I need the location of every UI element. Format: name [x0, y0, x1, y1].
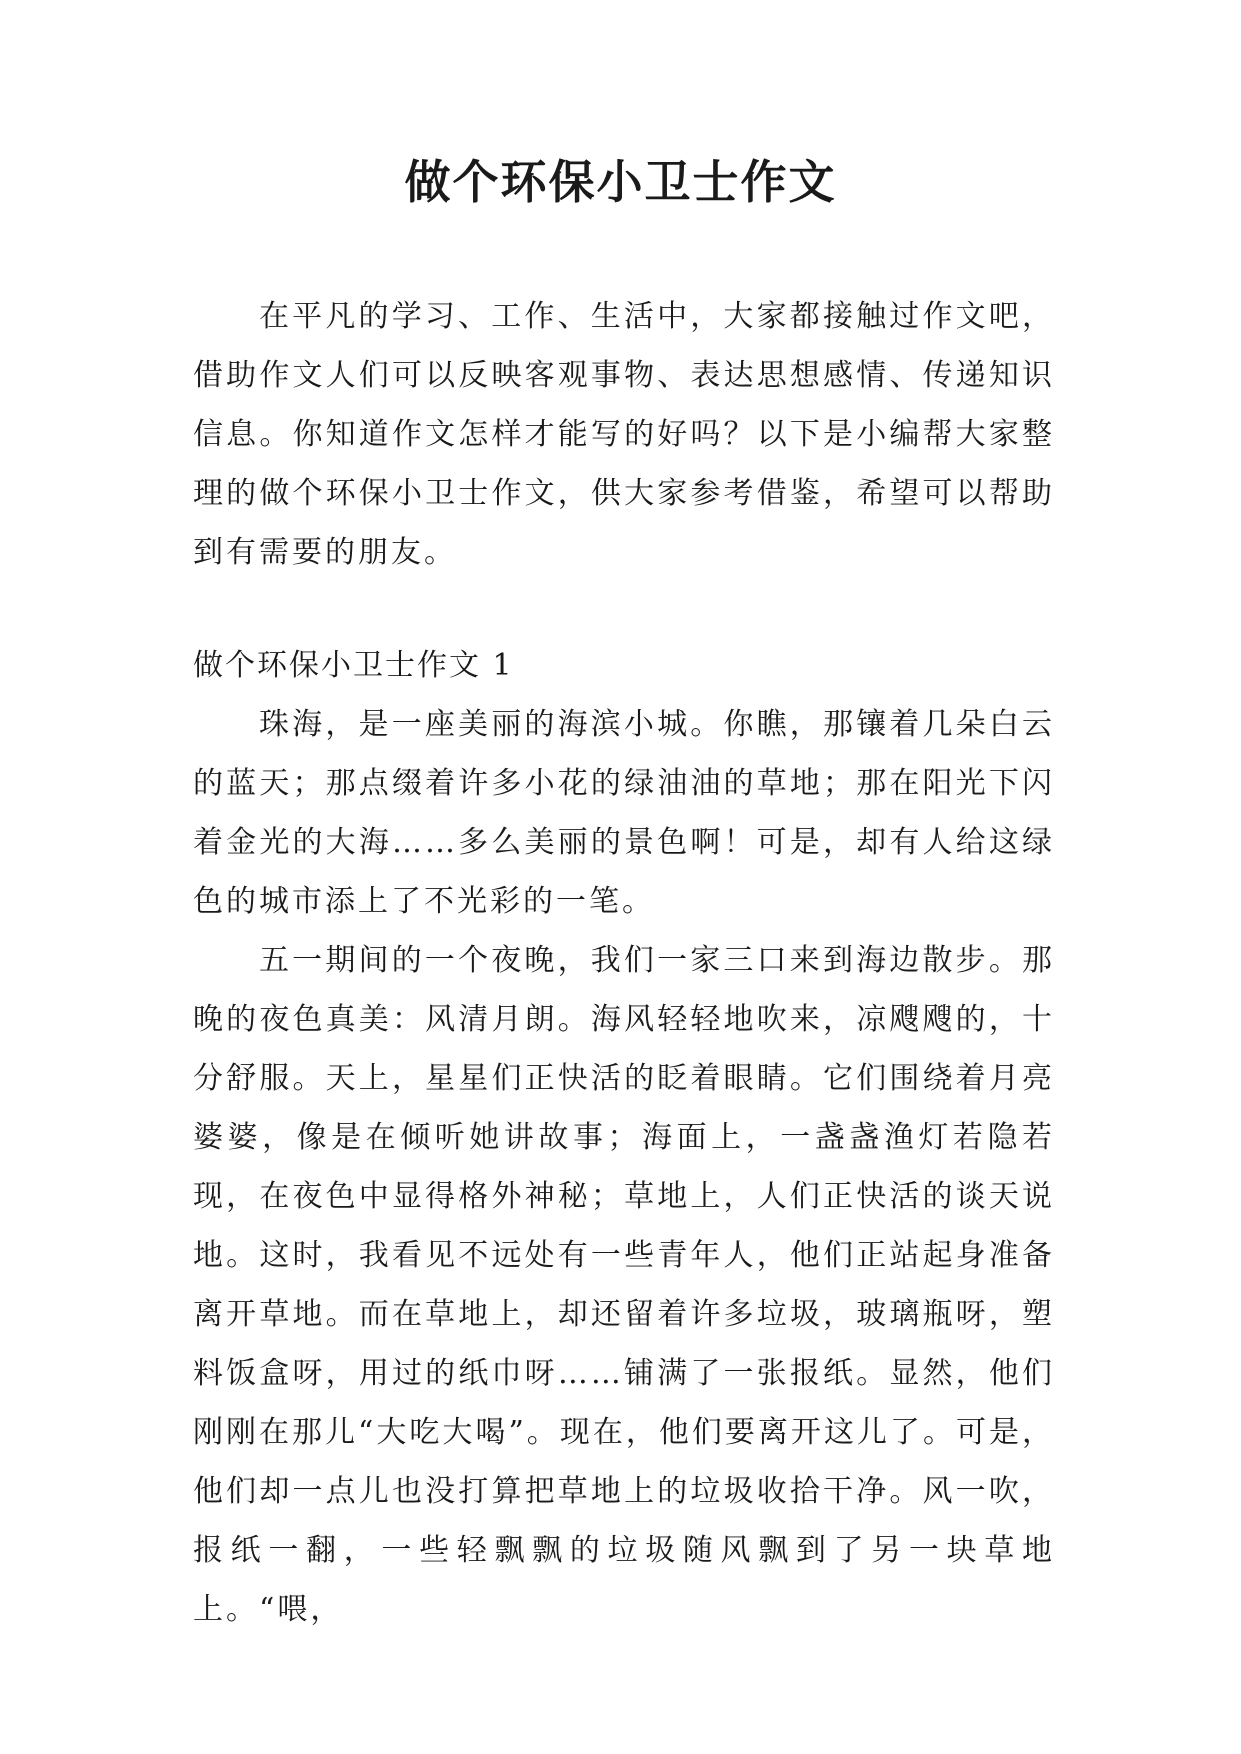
- section-heading: 做个环保小卫士作文 1: [193, 648, 514, 683]
- document-title: 做个环保小卫士作文: [404, 155, 837, 209]
- body-paragraph: 五一期间的一个夜晚，我们一家三口来到海边散步。那晚的夜色真美：风清月朗。海风轻轻地吹来，凉飕飕的，十分舒服。天上，星星们正快活的眨着眼睛。它们围绕着月亮婆婆，像是在倾听她讲故事；海面上，一盏盏渔灯若隐若现，在夜色中显得格外神秘；草地上，人们正快活的谈天说地。这时，我看见不远处有一些青年人，他们正站起身准备离开草地。而在草地上，却还留着许多垃圾，玻璃瓶呀，塑料饭盒呀，用过的纸巾呀……铺满了一张报纸。显然，他们刚刚在那儿“大吃大喝”。现在，他们要离开这儿了。可是，他们却一点儿也没打算把草地上的垃圾收拾干净。风一吹，报纸一翻，一些轻飘飘的垃圾随风飘到了另一块草地上。“喂，: [193, 943, 1055, 1627]
- body-paragraph: 珠海，是一座美丽的海滨小城。你瞧，那镶着几朵白云的蓝天；那点缀着许多小花的绿油油的草地；那在阳光下闪着金光的大海……多么美丽的景色啊！可是，却有人给这绿色的城市添上了不光彩的一笔。: [193, 707, 1055, 919]
- intro-paragraph: 在平凡的学习、工作、生活中，大家都接触过作文吧，借助作文人们可以反映客观事物、表达思想感情、传递知识信息。你知道作文怎样才能写的好吗？以下是小编帮大家整理的做个环保小卫士作文，供大家参考借鉴，希望可以帮助到有需要的朋友。: [193, 299, 1055, 570]
